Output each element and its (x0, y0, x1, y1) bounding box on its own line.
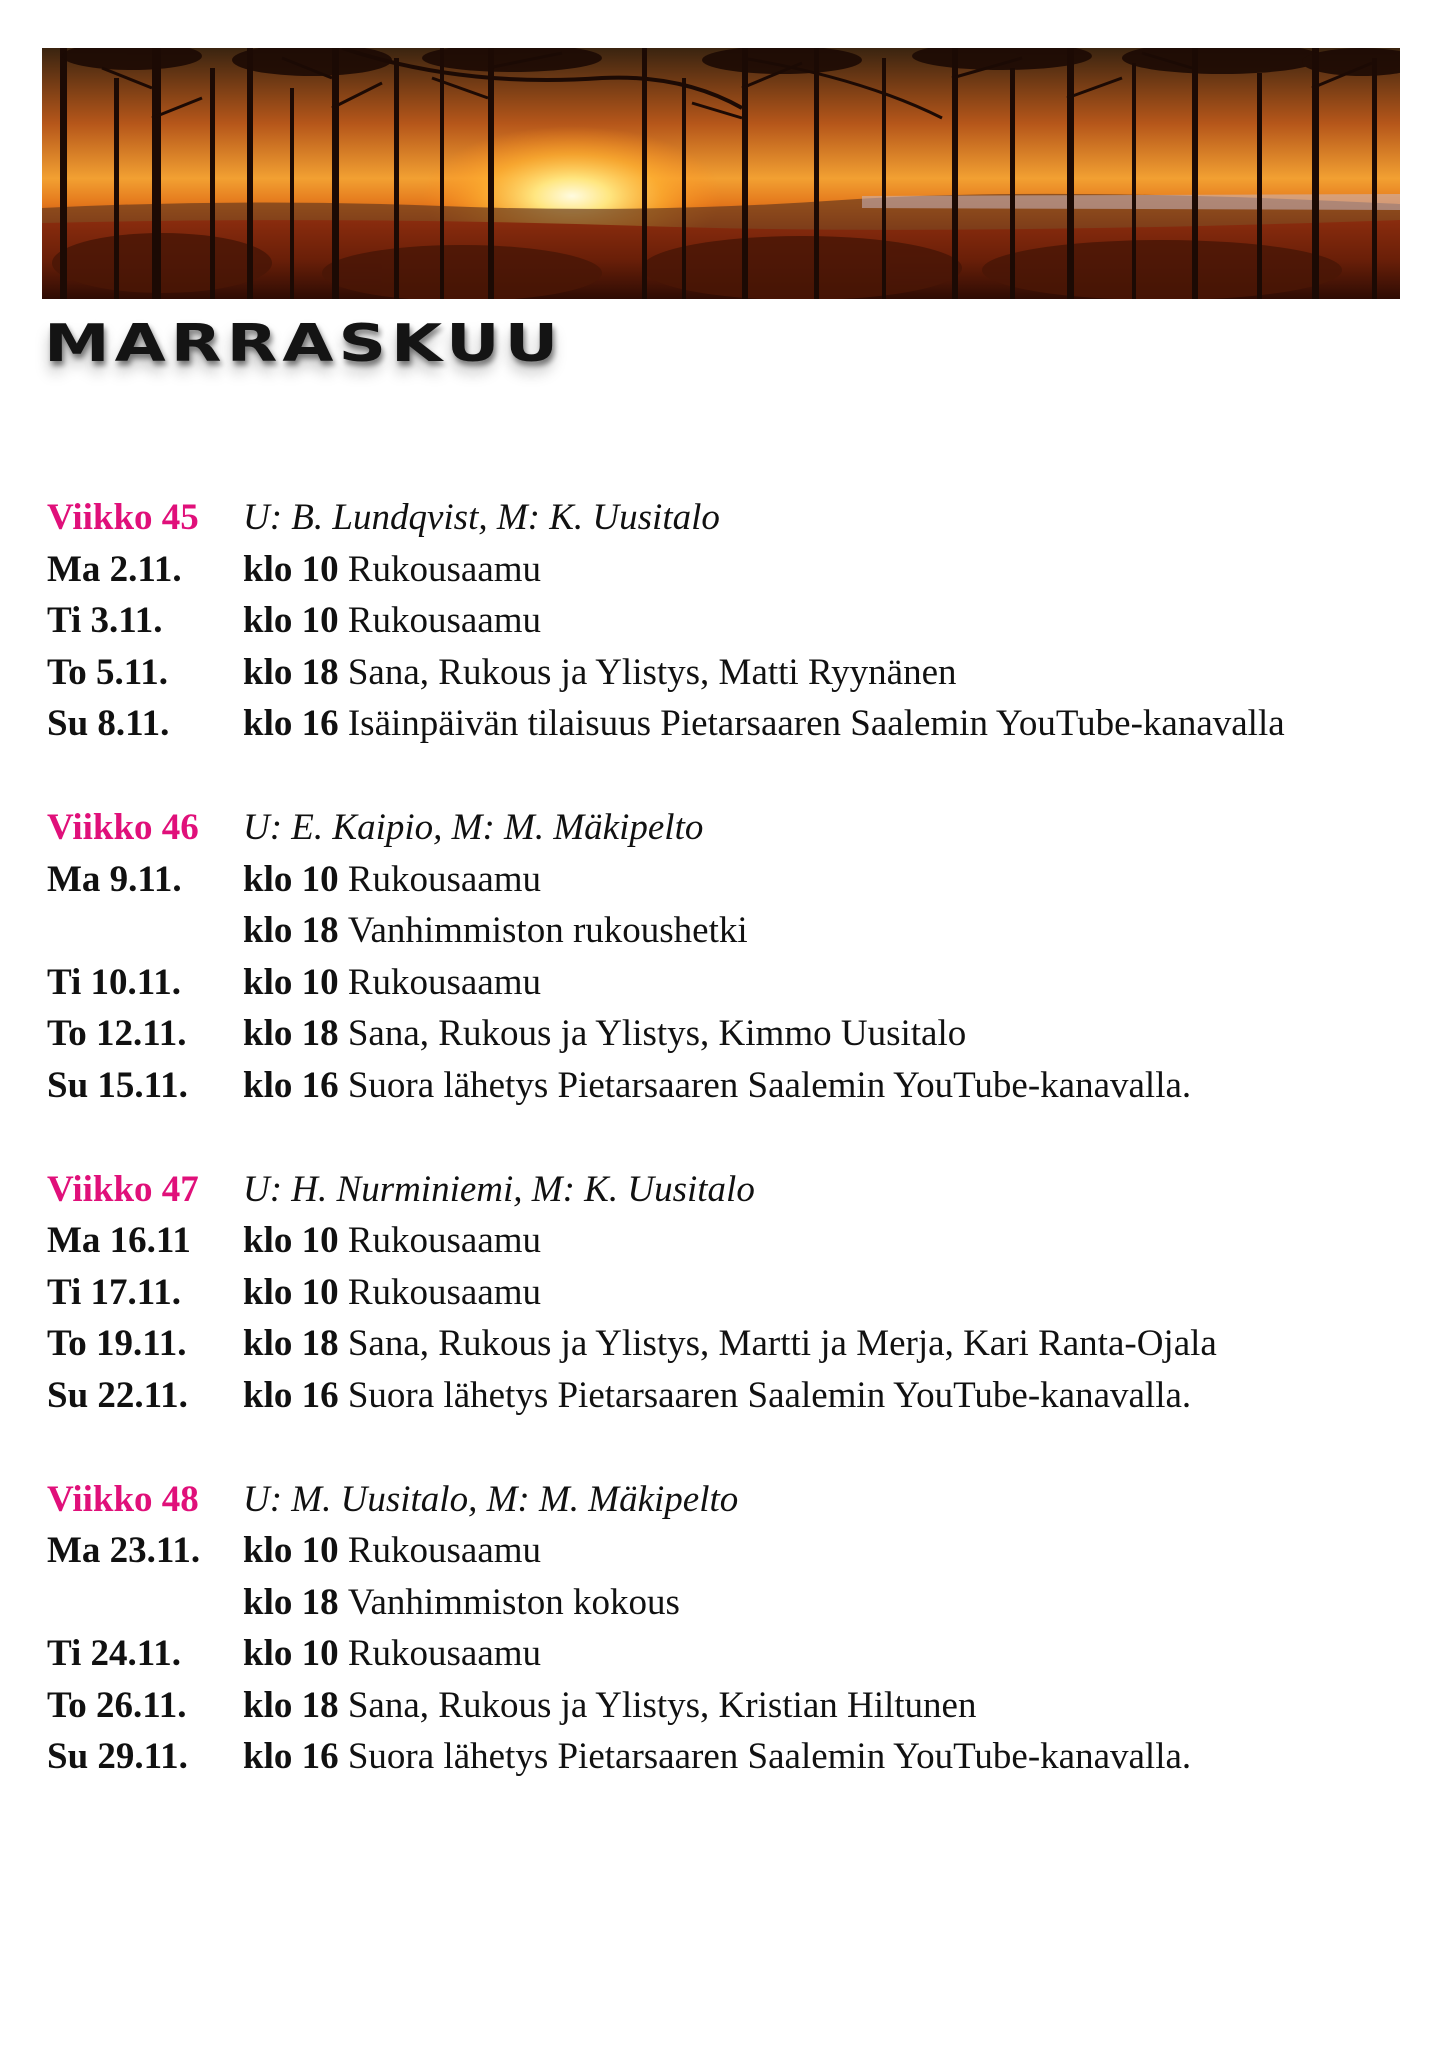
schedule-row (47, 1215, 1427, 1267)
schedule-row (47, 595, 1427, 647)
week-header (47, 492, 1427, 544)
day-label: To 19.11. (47, 1323, 187, 1365)
event-title: Rukousaamu (347, 548, 542, 590)
sunset-forest-picture (42, 48, 1400, 299)
event-time: klo 10 (243, 600, 339, 642)
schedule-row (47, 1680, 1427, 1732)
event-time: klo 16 (243, 1736, 339, 1778)
week-label: Viikko 48 (47, 1478, 199, 1520)
event-time: klo 10 (243, 1633, 339, 1675)
week-staff: U: B. Lundqvist, M: K. Uusitalo (243, 497, 720, 538)
schedule-row (47, 698, 1427, 750)
schedule-row (47, 1628, 1427, 1680)
day-label: Su 29.11. (47, 1736, 188, 1778)
event-title: Rukousaamu (347, 600, 542, 642)
day-label: Ma 9.11. (47, 858, 182, 900)
event-time: klo 18 (243, 1684, 339, 1726)
schedule-row (47, 544, 1427, 596)
week-header (47, 802, 1427, 854)
event-time: klo 16 (243, 1064, 339, 1106)
week-header (47, 1474, 1427, 1526)
event-title: Rukousaamu (347, 1530, 542, 1572)
event-title: Sana, Rukous ja Ylistys, Matti Ryynänen (347, 651, 957, 693)
event-title: Rukousaamu (347, 1220, 542, 1262)
schedule-row (47, 1577, 1427, 1629)
day-label: Ma 2.11. (47, 548, 182, 590)
day-label: Ti 24.11. (47, 1633, 181, 1675)
week-label: Viikko 45 (47, 497, 199, 538)
week-staff: U: H. Nurminiemi, M: K. Uusitalo (243, 1168, 755, 1210)
event-title: Vanhimmiston kokous (347, 1581, 680, 1623)
day-label: Su 8.11. (47, 703, 170, 745)
week-block (47, 1474, 1427, 1784)
schedule-row (47, 905, 1427, 957)
week-block (47, 492, 1427, 750)
day-label: Ma 16.11 (47, 1220, 191, 1262)
week-label: Viikko 47 (47, 1168, 199, 1210)
schedule-row (47, 1060, 1427, 1112)
event-title: Rukousaamu (347, 961, 542, 1003)
day-label: Ti 3.11. (47, 600, 163, 642)
day-label: Ti 17.11. (47, 1271, 181, 1313)
schedule (47, 492, 1427, 1835)
schedule-row (47, 1008, 1427, 1060)
event-time: klo 10 (243, 1220, 339, 1262)
schedule-row (47, 1525, 1427, 1577)
schedule-row (47, 647, 1427, 699)
day-label: Su 22.11. (47, 1374, 188, 1416)
day-label: To 26.11. (47, 1684, 187, 1726)
page-title: MARRASKUU (44, 313, 564, 374)
event-title: Rukousaamu (347, 858, 542, 900)
day-label: Su 15.11. (47, 1064, 188, 1106)
event-title: Isäinpäivän tilaisuus Pietarsaaren Saalemin YouTube-kanavalla (347, 703, 1285, 745)
banner-image (42, 48, 1400, 299)
schedule-row (47, 1370, 1427, 1422)
event-title: Sana, Rukous ja Ylistys, Martti ja Merja, Kari Ranta-Ojala (347, 1323, 1217, 1365)
event-time: klo 10 (243, 1271, 339, 1313)
week-block (47, 802, 1427, 1112)
event-time: klo 16 (243, 703, 339, 745)
day-label: To 12.11. (47, 1013, 187, 1055)
event-time: klo 18 (243, 1581, 339, 1623)
day-label: To 5.11. (47, 651, 168, 693)
event-title: Suora lähetys Pietarsaaren Saalemin YouTube-kanavalla. (347, 1374, 1192, 1416)
event-time: klo 18 (243, 1323, 339, 1365)
event-title: Sana, Rukous ja Ylistys, Kimmo Uusitalo (347, 1013, 967, 1055)
week-header (47, 1164, 1427, 1216)
event-time: klo 18 (243, 651, 339, 693)
event-title: Suora lähetys Pietarsaaren Saalemin YouTube-kanavalla. (347, 1736, 1192, 1778)
week-staff: U: E. Kaipio, M: M. Mäkipelto (243, 806, 704, 848)
day-label: Ma 23.11. (47, 1530, 201, 1572)
schedule-row (47, 957, 1427, 1009)
week-label: Viikko 46 (47, 806, 199, 848)
day-label: Ti 10.11. (47, 961, 181, 1003)
week-staff: U: M. Uusitalo, M: M. Mäkipelto (243, 1478, 739, 1520)
event-time: klo 10 (243, 1530, 339, 1572)
event-title: Rukousaamu (347, 1271, 542, 1313)
event-time: klo 10 (243, 961, 339, 1003)
event-title: Suora lähetys Pietarsaaren Saalemin YouTube-kanavalla. (347, 1064, 1192, 1106)
event-title: Rukousaamu (347, 1633, 542, 1675)
schedule-row (47, 1731, 1427, 1783)
event-time: klo 10 (243, 858, 339, 900)
schedule-row (47, 1318, 1427, 1370)
event-time: klo 16 (243, 1374, 339, 1416)
schedule-row (47, 854, 1427, 906)
schedule-row (47, 1267, 1427, 1319)
event-time: klo 18 (243, 910, 339, 952)
week-block (47, 1164, 1427, 1422)
event-time: klo 10 (243, 548, 339, 590)
event-title: Sana, Rukous ja Ylistys, Kristian Hiltunen (347, 1684, 977, 1726)
event-title: Vanhimmiston rukoushetki (347, 910, 748, 952)
event-time: klo 18 (243, 1013, 339, 1055)
